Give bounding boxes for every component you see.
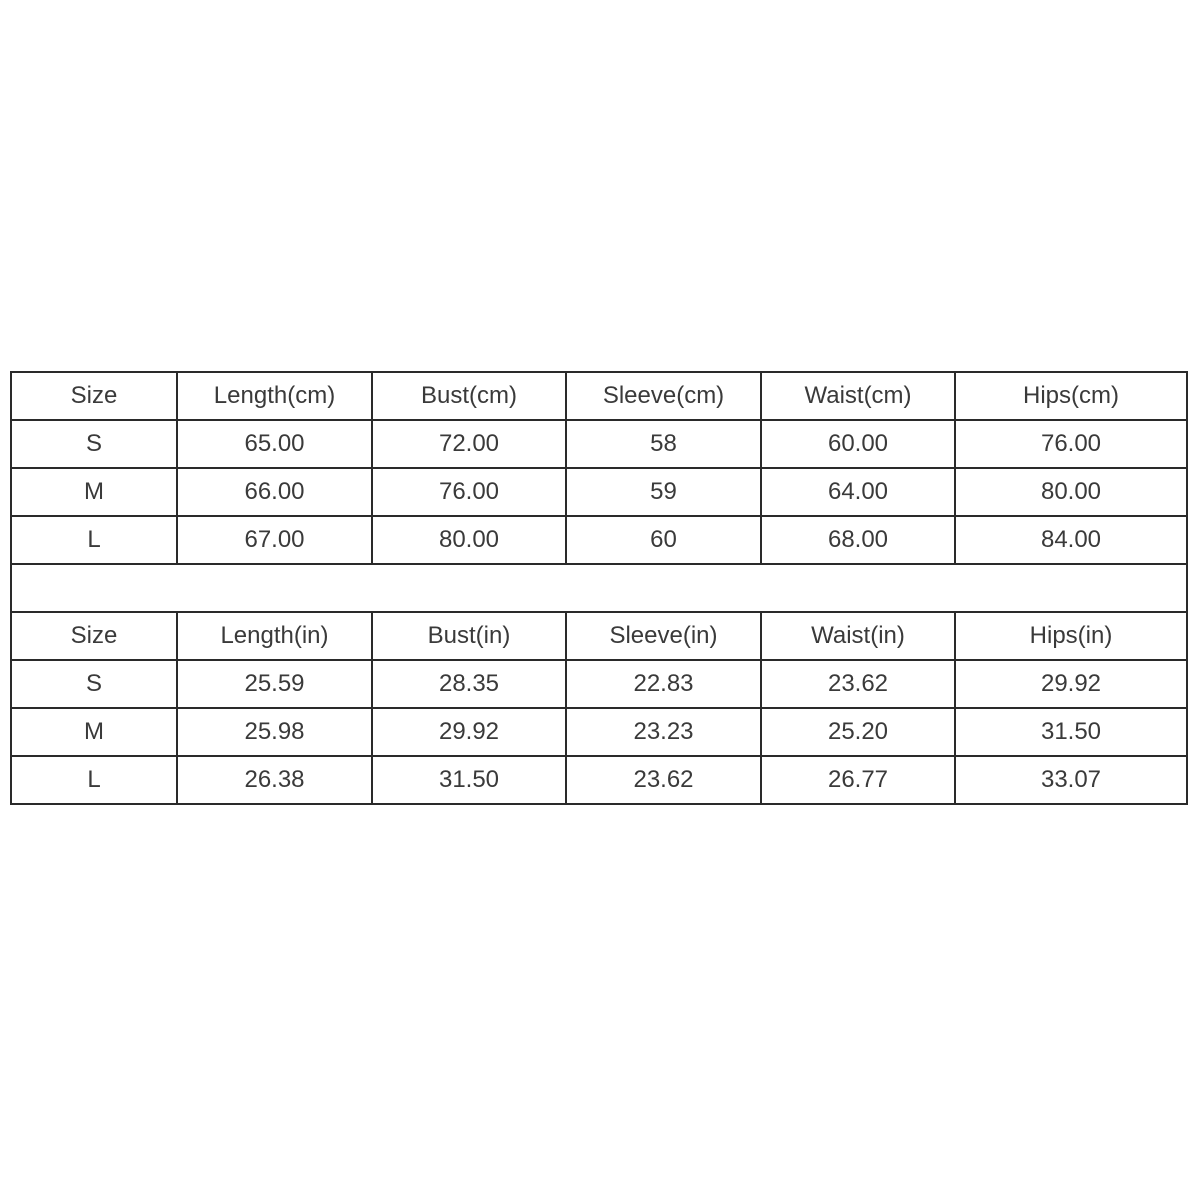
length-cell: 25.59 — [177, 660, 372, 708]
table-row — [11, 708, 1187, 756]
sleeve-cell: 58 — [566, 420, 761, 468]
bust-cell: 29.92 — [372, 708, 566, 756]
waist-cell: 60.00 — [761, 420, 955, 468]
sleeve-cell: 59 — [566, 468, 761, 516]
hips-cell: 31.50 — [955, 708, 1187, 756]
table-row — [11, 420, 1187, 468]
table-row — [11, 516, 1187, 564]
table-row — [11, 660, 1187, 708]
header-waist: Waist(cm) — [761, 372, 955, 420]
size-cell: L — [11, 756, 177, 804]
header-bust: Bust(in) — [372, 612, 566, 660]
length-cell: 26.38 — [177, 756, 372, 804]
header-bust: Bust(cm) — [372, 372, 566, 420]
size-cell: S — [11, 660, 177, 708]
size-cell: M — [11, 468, 177, 516]
header-hips: Hips(in) — [955, 612, 1187, 660]
header-size: Size — [11, 372, 177, 420]
header-hips: Hips(cm) — [955, 372, 1187, 420]
size-cell: M — [11, 708, 177, 756]
bust-cell: 76.00 — [372, 468, 566, 516]
bust-cell: 31.50 — [372, 756, 566, 804]
header-length: Length(cm) — [177, 372, 372, 420]
cm-header-row — [11, 372, 1187, 420]
sleeve-cell: 60 — [566, 516, 761, 564]
table-row — [11, 468, 1187, 516]
hips-cell: 76.00 — [955, 420, 1187, 468]
length-cell: 65.00 — [177, 420, 372, 468]
hips-cell: 84.00 — [955, 516, 1187, 564]
sleeve-cell: 23.62 — [566, 756, 761, 804]
sleeve-cell: 22.83 — [566, 660, 761, 708]
header-size: Size — [11, 612, 177, 660]
waist-cell: 68.00 — [761, 516, 955, 564]
length-cell: 25.98 — [177, 708, 372, 756]
table-row — [11, 756, 1187, 804]
header-length: Length(in) — [177, 612, 372, 660]
hips-cell: 29.92 — [955, 660, 1187, 708]
size-cell: L — [11, 516, 177, 564]
header-sleeve: Sleeve(in) — [566, 612, 761, 660]
header-waist: Waist(in) — [761, 612, 955, 660]
waist-cell: 64.00 — [761, 468, 955, 516]
size-cell: S — [11, 420, 177, 468]
length-cell: 67.00 — [177, 516, 372, 564]
size-chart-table — [10, 371, 1188, 805]
hips-cell: 80.00 — [955, 468, 1187, 516]
bust-cell: 28.35 — [372, 660, 566, 708]
spacer-row — [11, 564, 1187, 612]
waist-cell: 26.77 — [761, 756, 955, 804]
waist-cell: 23.62 — [761, 660, 955, 708]
length-cell: 66.00 — [177, 468, 372, 516]
spacer-cell — [11, 564, 1187, 612]
sleeve-cell: 23.23 — [566, 708, 761, 756]
waist-cell: 25.20 — [761, 708, 955, 756]
header-sleeve: Sleeve(cm) — [566, 372, 761, 420]
hips-cell: 33.07 — [955, 756, 1187, 804]
bust-cell: 72.00 — [372, 420, 566, 468]
bust-cell: 80.00 — [372, 516, 566, 564]
in-header-row — [11, 612, 1187, 660]
